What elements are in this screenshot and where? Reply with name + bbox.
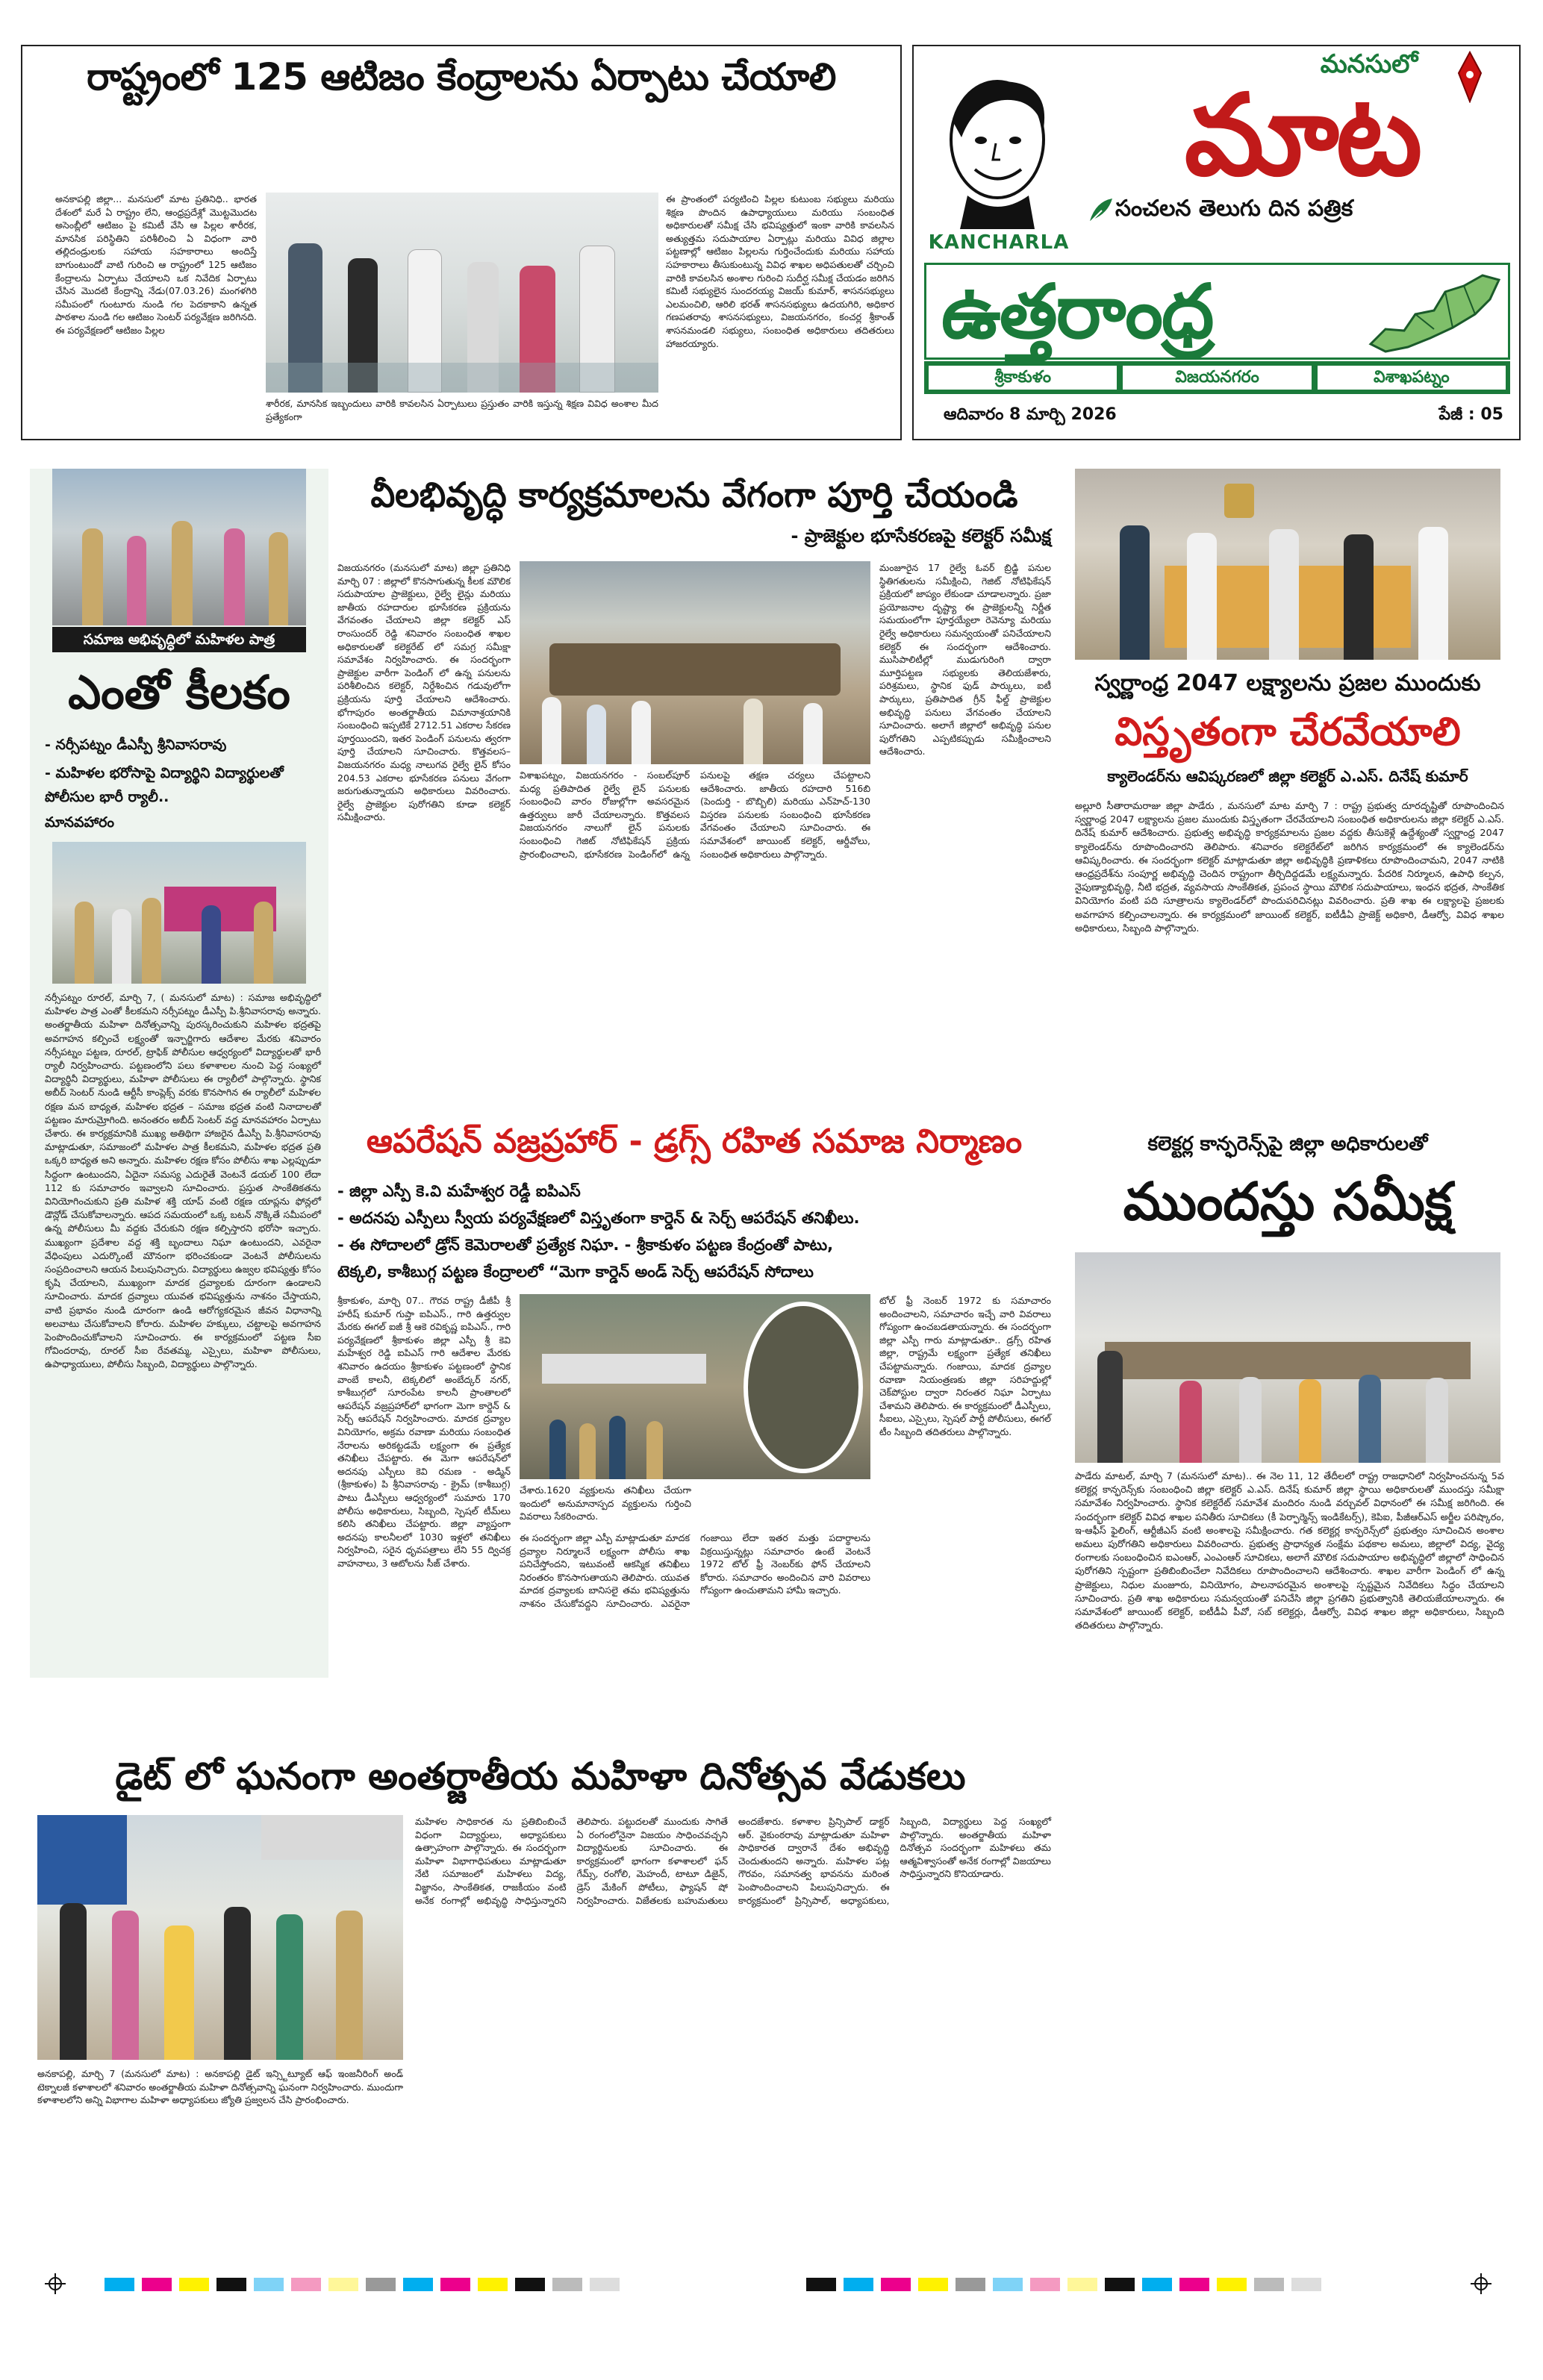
right-story2-body: పాడేరు మాటల్, మార్చి 7 (మనసులో మాట).. ఈ నెల 11, 12 తేదీలలో రాష్ట్ర రాజధానిలో నిర్వహించనున్న 5వ కలెక్టర్ల కాన్ఫరెన్స్‌కు సంబంధించి జిల్లా కలెక్టర్ ఎ.ఎస్. దినేష్ కుమార్ జిల్లా స్థాయి అధికారులతో ముందస్తు సమీక్షా సమావేశం నిర్వహించారు. స్థానిక కలెక్టరేట్ సమావేశ మందిరం నుండి వర్చువల్ విధానంలో ఈ సమీక్ష జరిగింది. ఈ సందర్భంగా కలెక్టర్ వివిధ శాఖల పనితీరు సూచికలు (కీ పెర్ఫార్మెన్స్ ఇండికేటర్స్), కెపిఐ, పీజీఆర్ఎస్ అర్జీల పరిష్కారం, ఇ-ఆఫీస్ ఫైలింగ్, ఆర్టీజీఎస్ వంటి అంశాలపై సమీక్షించారు. గత కలెక్టర్ల కాన్ఫరెన్స్‌లో ప్రభుత్వం సూచించిన అంశాల అమలు పురోగతిని అధికారులు వివరించారు. ప్రభుత్వ ప్రాధాన్యత సంక్షేమ పథకాల అమలు, జిల్లాలో విద్య, వైద్య రంగాలకు సంబంధించిన ఐఎంఆర్, ఎంఎంఆర్ సూచికలు, అలాగే మౌలిక సదుపాయాల అభివృద్ధిలో జిల్లాలో సాధించిన పురోగతిని స్పష్టంగా ప్రతిబింబించేలా నివేదికలు రూపొందించాలని ఆదేశించారు. శాఖల వారీగా పెండింగ్ లో ఉన్న ప్రాజెక్టులు, నిధుల మంజూరు, వినియోగం, పాలనాపరమైన అంశాలపై స్పష్టమైన నివేదికలు సిద్ధం చేయాలని సూచించారు. ప్రతి శాఖ అధికారులు సమన్వయంతో పనిచేసి జిల్లా ప్రగతిని ప్రభుత్వానికి తెలియజేయాలన్నారు. ఈ సమావేశంలో జాయింట్ కలెక్టర్, ఐటీడీఏ పీవో, సబ్ కలెక్టర్లు, డీఆర్వో, వివిధ శాఖల జిల్లా అధికారులు, సిబ్బంది తదితరులు పాల్గొన్నారు.: [1075, 1471, 1504, 1632]
right-story1-headline-small: స్వర్ణాంధ్ర 2047 లక్ష్యాలను ప్రజల ముందుకు: [1094, 670, 1481, 696]
left-story-headline: ఎంతో కీలకం: [68, 665, 290, 719]
brand-tagline: సంచలన తెలుగు దిన పత్రిక: [1115, 196, 1353, 222]
left-story-bullet2: - మహిళల భరోసాపై విద్యార్థిని విద్యార్థులతో పోలీసుల భారీ ర్యాలీ..: [45, 765, 284, 805]
feather-icon: [1085, 196, 1115, 225]
mid-story1-left: విజయనగరం (మనసులో మాట) జిల్లా ప్రతినిధి మార్చి 07 : జిల్లాలో కొనసాగుతున్న కీలక మౌలిక సదుపాయాల ప్రాజెక్టులు, రైల్వే లైన్లు మరియు జాతీయ రహదారుల భూసేకరణ ప్రక్రియను వేగవంతం చేయాలని జిల్లా కలెక్టర్ ఎస్ రాంసుందర్ రెడ్డి శనివారం సంబంధిత శాఖల అధికారులతో కలెక్టరేట్ లో సమగ్ర సమీక్షా సమావేశం నిర్వహించారు. ఈ సందర్భంగా ప్రాజెక్టుల వారీగా పెండింగ్ లో ఉన్న పనులను పరిశీలించిన కలెక్టర్, నిర్దేశించిన గడువులోగా ప్రక్రియను పూర్తి చేయాలని ఆదేశించారు. భోగాపురం అంతర్జాతీయ విమానాశ్రయానికి సంబంధించి ఇప్పటికే 2712.51 ఎకరాల సేకరణ పూర్తయిందని, ఇతర పెండింగ్ పనులను త్వరగా పూర్తి చేయాలని సూచించారు. కొత్తవలస–విజయనగరం మధ్య నాలుగవ రైల్వే లైన్ కోసం 204.53 ఎకరాల భూసేకరణ పనులు వేగంగా జరుగుతున్నాయని అధికారులు వివరించారు. రైల్వే ప్రాజెక్టుల పురోగతిని కూడా కలెక్టర్ సమీక్షించారు.: [337, 562, 511, 823]
mid-story1-headline: వీలభివృద్ధి కార్యక్రమాలను వేగంగా పూర్తి చేయండి: [370, 475, 1018, 515]
print-registration-strip: [45, 2269, 1500, 2299]
mascot-label: KANCHARLA: [928, 231, 1070, 254]
color-bars-right: [806, 2278, 1418, 2291]
right-story2-headline-big: ముందస్తు సమీక్ష: [1123, 1171, 1453, 1232]
top-story-col3: ఈ ప్రాంతంలో పర్యటించి పిల్లల కుటుంబ సభ్యులు మరియు శిక్షణ పొందిన ఉపాధ్యాయులు మరియు సంబంధిత అధికారులతో సమీక్ష చేసి భవిష్యత్తులో ఇంకా వారికి కావలసిన అత్యుత్తమ సదుపాయాల ఏర్పాట్లు మరియు వివిధ జిల్లాల పట్టణాల్లో ఆటిజం పిల్లలను గుర్తించేందుకు మరియు సహాయ సహకారాలు తీసుకుంటున్న వివిధ శాఖల అధిపతులతో చర్చించి వారికి కావలసిన అంశాల గురించి సుదీర్ఘ సమీక్ష చేయడం జరిగిన కమిటీ సభ్యులైన సుందరయ్య విజయ్ కుమార్, శాసనసభ్యులు ఎలమంచిలి, ఆరిలి భరత్ శాసనసభ్యులు ఉదయగిరి, అధికార గణపతరావు శాసనసభ్యులు, విజయనగరం, కంచర్ల శ్రీకాంత్ శాసనమండలి సభ్యులు, సంబంధిత అధికారులు తదితరులు హాజరయ్యారు.: [666, 193, 894, 349]
bottom-story-photo: [37, 1815, 403, 2060]
mid-story2-center: ఈ సందర్భంగా జిల్లా ఎస్పీ మాట్లాడుతూ మాదక ద్రవ్యాల నిర్మూలనే లక్ష్యంగా పోలీసు శాఖ పనిచేస్తోందని, ఇటువంటి ఆకస్మిక తనిఖీలు నిరంతరం కొనసాగుతాయని తెలిపారు. యువత మాదక ద్రవ్యాలకు బానిసలై తమ భవిష్యత్తును నాశనం చేసుకోవద్దని సూచించారు. ఎవరైనా గంజాయి లేదా ఇతర మత్తు పదార్థాలను విక్రయిస్తున్నట్లు సమాచారం ఉంటే వెంటనే 1972 టోల్ ఫ్రీ నెంబర్‌కు ఫోన్ చేయాలని కోరారు. సమాచారం అందించిన వారి వివరాలు గోప్యంగా ఉంచుతామని హామీ ఇచ్చారు.: [520, 1532, 870, 1609]
bottom-story-headline: డైట్ లో ఘనంగా అంతర్జాతీయ మహిళా దినోత్సవ వేడుకలు: [115, 1755, 966, 1798]
brand-top: మనసులో: [1320, 49, 1418, 79]
left-story-photo2: [52, 842, 306, 984]
right-story2-headline-small: కలెక్టర్ల కాన్ఫరెన్స్‌పై జిల్లా అధికారులతో: [1147, 1133, 1428, 1155]
left-story-photo1: [52, 469, 306, 625]
bottom-story-body: మహిళల సాధికారత ను ప్రతిబింబించే విధంగా విద్యార్థులు, అధ్యాపకులు ఉత్సాహంగా పాల్గొన్నారు. ఈ సందర్భంగా మహిళా విభాగాధిపతులు మాట్లాడుతూ నేటి సమాజంలో మహిళలు విద్య, విజ్ఞానం, సాంకేతికత, రాజకీయం వంటి అనేక రంగాల్లో అభివృద్ధి సాధిస్తున్నారని తెలిపారు. పట్టుదలతో ముందుకు సాగితే ఏ రంగంలోనైనా విజయం సాధించవచ్చని విద్యార్థినులకు సూచించారు. ఈ కార్యక్రమంలో భాగంగా కళాశాలలో ఫన్ గేమ్స్, రంగోలి, మెహందీ, టాటూ డిజైన్, డ్రెస్ మేకింగ్ పోటీలు, ఫ్యాషన్ షో నిర్వహించారు. విజేతలకు బహుమతులు అందజేశారు. కళాశాల ప్రిన్సిపాల్ డాక్టర్ ఆర్. వైకుంఠరావు మాట్లాడుతూ మహిళా సాధికారత ద్వారానే దేశం అభివృద్ధి చెందుతుందని అన్నారు. మహిళల పట్ల గౌరవం, సమానత్వ భావనను మరింత పెంపొందించాలని పిలుపునిచ్చారు. ఈ కార్యక్రమంలో ప్రిన్సిపాల్, అధ్యాపకులు, సిబ్బంది, విద్యార్థులు పెద్ద సంఖ్యలో పాల్గొన్నారు. అంతర్జాతీయ మహిళా దినోత్సవ సందర్భంగా మహిళలు తమ ఆత్మవిశ్వాసంతో అనేక రంగాల్లో విజయాలు సాధిస్తున్నారని కొనియాడారు.: [415, 1816, 1051, 1906]
district-vizianagaram[interactable]: విజయనగరం: [1121, 364, 1312, 391]
mascot-avatar: [923, 69, 1072, 233]
top-story-box: [21, 45, 902, 440]
mid-story1-photo: [520, 561, 870, 764]
issue-date: ఆదివారం 8 మార్చి 2026: [944, 405, 1117, 424]
registration-mark-right: [1471, 2273, 1491, 2294]
right-story1-body: అల్లూరి సీతారామరాజు జిల్లా పాడేరు , మనసులో మాట మార్చి 7 : రాష్ట్ర ప్రభుత్వ దూరదృష్టితో రూపొందించిన స్వర్ణాంధ్ర 2047 లక్ష్యాలను ప్రజల ముందుకు విస్తృతంగా చేరవేయాలని సంబంధిత అధికారులను జిల్లా కలెక్టర్ ఎ.ఎస్. దినేష్ కుమార్ ఆదేశించారు. ప్రభుత్వ అభివృద్ధి కార్యక్రమాలను ప్రజల వద్దకు తీసుకెళ్లే ఉద్దేశ్యంతో స్వర్ణాంధ్ర 2047 క్యాలెండర్‌ను రూపొందించారని తెలిపారు. శనివారం కలెక్టరేట్‌లో జరిగిన కార్యక్రమంలో ఈ క్యాలెండర్‌ను ఆవిష్కరించారు. ఈ సందర్భంగా కలెక్టర్ మాట్లాడుతూ జిల్లా అభివృద్ధికి ప్రణాళికలు రూపొందించామని, 2047 నాటికి ఆంధ్రప్రదేశ్‌ను సంపూర్ణ అభివృద్ధి చెందిన రాష్ట్రంగా తీర్చిదిద్దడమే లక్ష్యమన్నారు. పేదరిక నిర్మూలన, ఉపాధి కల్పన, నైపుణ్యాభివృద్ధి, నీటి భద్రత, వ్యవసాయ సాంకేతికత, ప్రపంచ స్థాయి మౌలిక సదుపాయాలు, ఇంధన భద్రత, సాంకేతిక వినియోగం వంటి పది సూత్రాలను క్యాలెండర్‌లో పొందుపరిచినట్లు వివరించారు. ప్రతి శాఖ ఈ లక్ష్యాలపై ప్రజలకు అవగాహన కల్పించాలన్నారు. ఈ కార్యక్రమంలో జాయింట్ కలెక్టర్, ఐటీడీఏ ప్రాజెక్ట్ అధికారి, డీఆర్వో, వివిధ శాఖల అధికారులు, సిబ్బంది పాల్గొన్నారు.: [1075, 801, 1504, 934]
right-story2: [1060, 1133, 1515, 1969]
right-story2-photo: [1075, 1252, 1500, 1463]
mid-story1-below: విశాఖపట్నం, విజయనగరం - సంబల్‌పూర్ మధ్య ప్రతిపాదిత రైల్వే లైన్ పనులకు సంబంధించి వారం రోజుల్లోగా అవసరమైన ఉత్తర్వులు జారీ చేయాలన్నారు. కొత్తవలస విజయనగరం నాలుగో లైన్ పనులకు సంబంధించి గెజిట్ నోటిఫికేషన్ ప్రక్రియ ప్రారంభించాలని, భూసేకరణ పెండింగ్‌లో ఉన్న పనులపై తక్షణ చర్యలు చేపట్టాలని ఆదేశించారు. జాతీయ రహదారి 516బి (పెందుర్తి - బొబ్బిలి) మరియు ఎన్‌హెచ్-130 విస్తరణ పనులకు సంబంధించి భూసేకరణ వేగవంతం చేయాలని సూచించారు. ఈ సమావేశంలో జాయింట్ కలెక్టర్, ఆర్డీవోలు, సంబంధిత అధికారులు పాల్గొన్నారు.: [520, 769, 870, 860]
mid-story2-right: టోల్ ఫ్రీ నెంబర్ 1972 కు సమాచారం అందించాలని, సమాచారం ఇచ్చే వారి వివరాలు గోప్యంగా ఉంచబడతాయన్నారు. ఈ సందర్భంగా జిల్లా ఎస్పీ గారు మాట్లాడుతూ.. డ్రగ్స్ రహిత జిల్లా, రాష్ట్రమే లక్ష్యంగా ప్రత్యేక తనిఖీలు చేపట్టామన్నారు. గంజాయి, మాదక ద్రవ్యాల రవాణా నియంత్రణకు జిల్లా సరిహద్దుల్లో చెక్‌పోస్టుల ద్వారా నిరంతర నిఘా ఏర్పాటు చేశామని తెలిపారు. ఈ కార్యక్రమంలో డీఎస్పీలు, సీఐలు, ఎస్సైలు, స్పెషల్ పార్టీ పోలీసులు, ఈగల్ టీం సిబ్బంది తదితరులు పాల్గొన్నారు.: [879, 1295, 1051, 1437]
mid-story2-photo: [520, 1294, 870, 1479]
districts-bar: [924, 361, 1510, 394]
bottom-story-photo-caption: అనకాపల్లి, మార్చి 7 (మనసులో మాట) : అనకాపల్లి డైట్ ఇన్స్టిట్యూట్ ఆఫ్ ఇంజనీరింగ్ అండ్ టెక్నాలజీ కళాశాలలో శనివారం అంతర్జాతీయ మహిళా దినోత్సవాన్ని ఘనంగా నిర్వహించారు. ముందుగా కళాశాలలోని అన్ని విభాగాల మహిళా అధ్యాపకులు జ్యోతి ప్రజ్వలన చేసి ప్రారంభించారు.: [37, 2068, 403, 2106]
mid-story1: [337, 469, 1051, 1103]
left-story-caption: సమాజ అభివృద్ధిలో మహిళల పాత్ర: [52, 627, 306, 652]
mid-story2-headline: ఆపరేషన్ వజ్రప్రహార్ - డ్రగ్స్ రహిత సమాజ నిర్మాణం: [366, 1122, 1023, 1161]
top-story-headline: రాష్ట్రంలో 125 ఆటిజం కేంద్రాలను ఏర్పాటు చేయాలి: [87, 55, 836, 99]
mid-story2-photo-caption: చేశారు.1620 వ్యక్తులను తనిఖీలు చేయగా ఇందులో అనుమానాస్పద వ్యక్తులను గుర్తించి వివరాలు సేకరించారు.: [520, 1484, 691, 1522]
mid-story2-left: శ్రీకాకుళం, మార్చి 07.. గౌరవ రాష్ట్ర డీజీపీ శ్రీ హరీష్ కుమార్ గుప్తా ఐపిఎస్., గారి ఉత్తర్వుల మేరకు ఈగల్ ఐజీ శ్రీ ఆకె రవికృష్ణ ఐపిఎస్., గారి పర్యవేక్షణలో శ్రీకాకుళం జిల్లా ఎస్పీ శ్రీ కెవి మహేశ్వర రెడ్డి ఐపిఎస్ గారి ఆదేశాల మేరకు శనివారం ఉదయం శ్రీకాకుళం పట్టణంలో స్థానిక వాంబే కాలనీ, టెక్కలిలో అంబేద్కర్ నగర్, కాశీబుగ్గలో సూరంపేట కాలనీ ప్రాంతాలలో ఆపరేషన్ వజ్రప్రహార్‌లో భాగంగా మెగా కార్డెన్ & సెర్చ్ ఆపరేషన్ నిర్వహించారు. మాదక ద్రవ్యాల వినియోగం, అక్రమ రవాణా మరియు సంబంధిత నేరాలను అరికట్టడమే లక్ష్యంగా ఈ ప్రత్యేక తనిఖీలు చేపట్టారు. ఈ మెగా ఆపరేషన్‌లో అదనపు ఎస్పీలు కెవి రమణ - అడ్మిన్ (శ్రీకాకుళం) పి శ్రీనివాసరావు - క్రైమ్ (కాశీబుగ్గ) పాటు డీఎస్పీలు ఆధ్వర్యంలో సుమారు 170 పోలీసు అధికారులు, సిబ్బంది, స్పెషల్ టీమ్‌లు కలిసి తనిఖీలు చేపట్టారు. జిల్లా వ్యాప్తంగా అదనపు కాలనీలలో 1030 ఇళ్లలో తనిఖీలు నిర్వహించి, సరైన ధృవపత్రాలు లేని 55 ద్విచక్ర వాహనాలు, 3 ఆటోలను సీజ్ చేశారు.: [337, 1295, 511, 1569]
mid-story2-bullet2: - అదనపు ఎస్పీలు స్వీయ పర్యవేక్షణలో విస్తృతంగా కార్డెన్ & సెర్చ్ ఆపరేషన్ తనిఖీలు.: [337, 1209, 860, 1227]
right-story1: [1060, 469, 1515, 1125]
region-banner: [924, 263, 1510, 360]
color-bars-left: [105, 2278, 717, 2291]
right-story1-photo: [1075, 469, 1500, 660]
right-story1-headline-big: విస్తృతంగా చేరవేయాలి: [1115, 710, 1461, 755]
page-number: పేజీ : 05: [1438, 405, 1503, 424]
left-story-place: మానవహారం: [45, 814, 114, 831]
mid-story2-bullet4: టెక్కలి, కాశీబుగ్గ పట్టణ కేంద్రాలలో “మెగా కార్డెన్ అండ్ సెర్చ్ ఆపరేషన్ సోదాలు: [337, 1263, 814, 1281]
left-story-bullet1: - నర్సీపట్నం డీఎస్పీ శ్రీనివాసరావు: [45, 737, 227, 753]
bottom-story: [30, 1746, 1051, 2209]
region-title: ఉత్తరాంధ్ర: [941, 268, 1213, 355]
district-srikakulam[interactable]: శ్రీకాకుళం: [927, 364, 1118, 391]
top-story-under-photo: శారీరక, మానసిక ఇబ్బందులు వారికి కావలసిన ఏర్పాటులు ప్రస్తుతం వారికి ఇస్తున్న శిక్షణ వివిధ అంశాల మీద ప్రత్యేకంగా: [266, 398, 658, 422]
left-story-body: నర్సీపట్నం రూరల్, మార్చి 7, ( మనసులో మాట) : సమాజ అభివృద్ధిలో మహిళల పాత్ర ఎంతో కీలకమని నర్సీపట్నం డీఎస్పీ పి.శ్రీనివాసరావు అన్నారు. అంతర్జాతీయ మహిళా దినోత్సవాన్ని పురస్కరించుకుని మహిళల భద్రతపై అవగాహన కల్పించే లక్ష్యంతో ఇన్చార్జిగారు ఆదేశాల మేరకు శనివారం నర్సీపట్నం పట్టణ, రూరల్, ట్రాఫిక్ పోలీసుల ఆధ్వర్యంలో విద్యార్థులతో భారీ ర్యాలీ నిర్వహించారు. పట్టణంలోని పలు కళాశాలల నుంచి పెద్ద సంఖ్యలో విద్యార్థినీ విద్యార్థులు, మహిళా పోలీసులు ఈ ర్యాలీలో పాల్గొన్నారు. స్థానిక అబీద్ సెంటర్ నుండి ఆర్టీసీ కాంప్లెక్స్ వరకు కొనసాగిన ఈ ర్యాలీలో మహిళల రక్షణ మన బాధ్యత, మహిళల భద్రత – సమాజ భద్రత వంటి నినాదాలతో పట్టణం మారుమ్రోగింది. అనంతరం అబీద్ సెంటర్ వద్ద మానవహారం ఏర్పాటు చేశారు. ఈ కార్యక్రమానికి ముఖ్య అతిథిగా హాజరైన డీఎస్పీ పి.శ్రీనివాసరావు మాట్లాడుతూ, సమాజంలో మహిళల పాత్ర కీలకమని, మహిళల భద్రత ప్రతి ఒక్కరి బాధ్యత అని అన్నారు. మహిళల రక్షణ కోసం పోలీసు శాఖ ఎల్లప్పుడూ సిద్ధంగా ఉంటుందని, ఏదైనా సమస్య ఎదురైతే వెంటనే డయల్ 100 లేదా 112 కు సమాచారం ఇవ్వాలని సూచించారు. ప్రస్తుత సాంకేతికతను వినియోగించుకుని ప్రతి మహిళ శక్తి యాప్ వంటి రక్షణ యాప్లను ఫోన్లలో డౌన్లోడ్ చేసుకోవాలన్నారు. ఆపద సమయంలో ఒక్క బటన్ నొక్కితే సమీపంలో ఉన్న పోలీసులు మీ వద్దకు చేరుకుని రక్షణ కల్పిస్తారని భరోసా ఇచ్చారు. ముఖ్యంగా ప్రదేశాల వద్ద శక్తి బృందాలు నిఘా ఉంటుందని, ఎవరైనా వేధింపులు ఎదుర్కొంటే మౌనంగా భరించకుండా వెంటనే పోలీసులను సంప్రదించాలని ఆయన పిలుపునిచ్చారు. విద్యార్థులు ఉజ్వల భవిష్యత్తు కోసం కృషి చేయాలని, ముఖ్యంగా మాదక ద్రవ్యాలకు దూరంగా ఉండాలని సూచించారు. మాదక ద్రవ్యాలు యువత భవిష్యత్తును నాశనం చేస్తాయని, వాటి ప్రభావం నుండి దూరంగా ఉండి ఆరోగ్యకరమైన జీవన విధానాన్ని అలవాటు చేసుకోవాలని కోరారు. మహిళల హక్కులు, చట్టాలపై అవగాహన పెంపొందించుకోవాలని సూచించారు. ఈ కార్యక్రమంలో పట్టణ సీఐ గోవిందరావు, రూరల్ సీఐ రేవతమ్మ, ఎస్సైలు, మహిళా పోలీసులు, ఉపాధ్యాయులు, పోలీసు సిబ్బంది, విద్యార్థులు పాల్గొన్నారు.: [45, 992, 321, 1370]
district-visakhapatnam[interactable]: విశాఖపట్నం: [1316, 364, 1507, 391]
right-story1-subhead: క్యాలెండర్‌ను ఆవిష్కరణలో జిల్లా కలెక్టర్ ఎ.ఎస్. దినేష్ కుమార్: [1107, 767, 1468, 785]
region-map-icon: [1363, 269, 1505, 356]
mid-story2-bullet1: - జిల్లా ఎస్పీ కె.వి మహేశ్వర రెడ్డీ ఐపిఎస్: [337, 1182, 581, 1200]
mid-story2: [337, 1111, 1051, 1736]
registration-mark-left: [45, 2273, 66, 2294]
top-story-photo: [266, 193, 658, 393]
mid-story1-subhead: - ప్రాజెక్టుల భూసేకరణపై కలెక్టర్ సమీక్ష: [791, 525, 1051, 546]
mid-story1-right: మంజూరైన 17 రైల్వే ఓవర్ బ్రిడ్జి పనుల స్థితిగతులను సమీక్షించి, గెజిట్ నోటిఫికేషన్ ప్రక్రియలో జాప్యం లేకుండా చూడాలన్నారు. ప్రజా ప్రయోజనాల దృష్ట్యా ఈ ప్రాజెక్టులన్నీ నిర్ణీత సమయంలోగా పూర్తయ్యేలా రెవెన్యూ మరియు రైల్వే అధికారులు సమన్వయంతో పనిచేయాలని కలెక్టర్ ఈ సందర్భంగా ఆదేశించారు. ముసిపాలిటీల్లో ముడుగురింగి ద్వారా మూర్తిపట్టణ సభ్యులకు తెలియజేశారు, పరిశ్రమలు, స్థానిక ఫుడ్ పార్కులు, ఐటీ పార్కులు, ప్రతిపాదిత గ్రీన్ ఫీల్డ్ ప్రాజెక్టుల అభివృద్ధి పనులు వేగవంతం చేయాలని సూచించారు. అలాగే జిల్లాలో అభివృద్ధి పనుల పురోగతిని ఎప్పటికప్పుడు సమీక్షించాలని ఆదేశించారు.: [879, 562, 1051, 758]
mid-story2-bullet3: - ఈ సోదాలలో డ్రోన్ కెమెరాలతో ప్రత్యేక నిఘా. - శ్రీకాకుళం పట్టణ కేంద్రంతో పాటు,: [337, 1236, 834, 1254]
top-story-col1: అనకాపల్లి జిల్లా... మనసులో మాట ప్రతినిధి.. భారత దేశంలో మరే ఏ రాష్ట్రం లేని, ఆంధ్రప్రదేశ్లో మొట్టమొదట అసెంబ్లీలో ఆటిజం పై కమిటీ వేసి ఆ పిల్లల శారీరక, మానసిక పరిస్థితిని పరిశీలించి ఏ విధంగా వారి తల్లిదండ్రులకు సహాయ సహకారాలు అందిస్తే బాగుంటుందో వాటి గురించి ఆ రాష్ట్రంలో 125 ఆటిజం కేంద్రాలను ఏర్పాటు చేయాలని ఒక నివేదిక ఏర్పాటు చేసిన మొదటి కేంద్రాన్ని నేడు(07.03.26) మంగళగిరి సమీపంలో గుంటూరు నుండి గల పెదకాకాని ఉన్నత పాఠశాల నుండి గల ఆటిజం సెంటర్ పర్యవేక్షణ జరిగినది. ఈ పర్యవేక్షణలో ఆటిజం పిల్లల: [55, 193, 257, 336]
brand-main: మాట: [1184, 71, 1420, 201]
masthead: [912, 45, 1521, 440]
left-story: [30, 469, 328, 1678]
